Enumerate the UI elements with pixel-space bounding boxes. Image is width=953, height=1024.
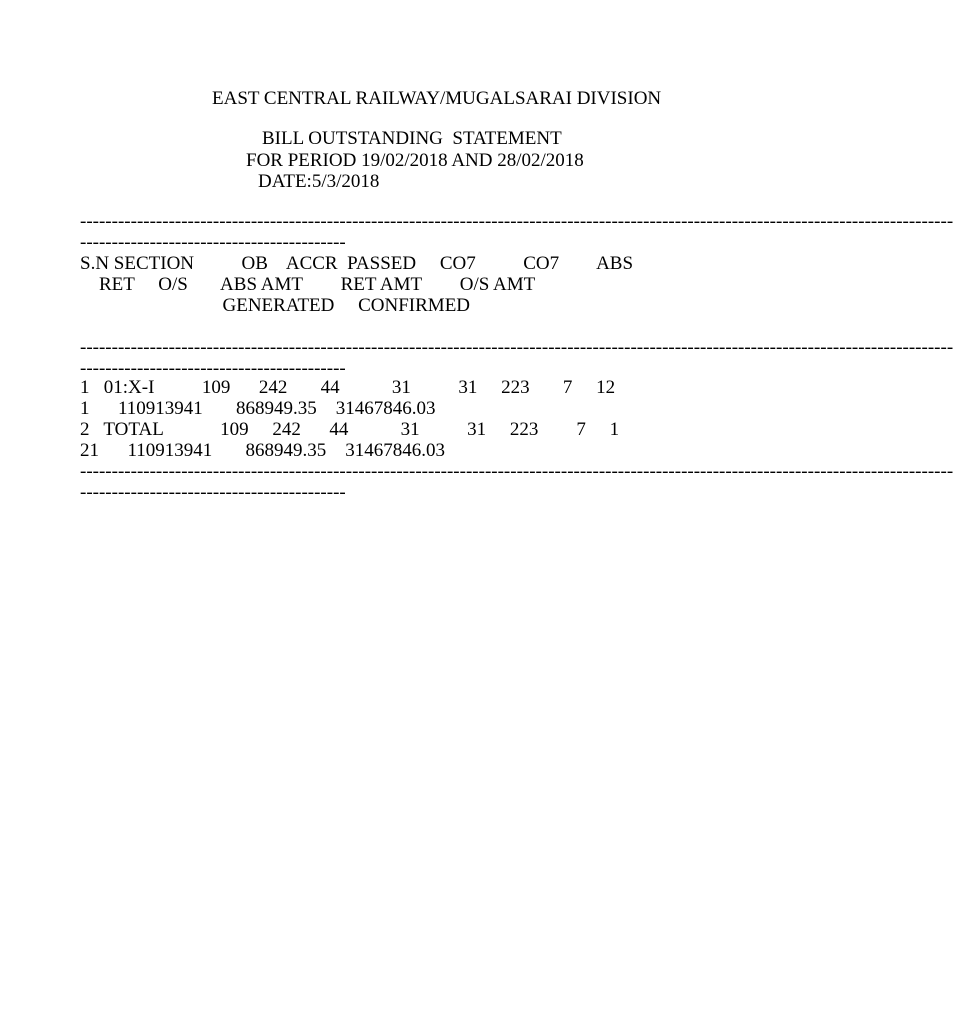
table-row: 1 01:X-I 109 242 44 31 31 223 7 12 [80, 377, 616, 398]
column-header-line-1: S.N SECTION OB ACCR PASSED CO7 CO7 ABS [80, 253, 634, 274]
statement-date: DATE:5/3/2018 [258, 171, 380, 192]
column-header-line-3: GENERATED CONFIRMED [80, 295, 471, 316]
separator-line-short: ------------------------------------------ [80, 482, 346, 503]
table-row-continuation: 1 110913941 868949.35 31467846.03 [80, 398, 436, 419]
column-header-line-2: RET O/S ABS AMT RET AMT O/S AMT [80, 274, 536, 295]
separator-line: ------------------------------------------------------------------------------------------------------------------------------------------ [80, 211, 953, 232]
total-row: 2 TOTAL 109 242 44 31 31 223 7 1 [80, 419, 620, 440]
statement-period: FOR PERIOD 19/02/2018 AND 28/02/2018 [246, 150, 584, 171]
total-row-continuation: 21 110913941 868949.35 31467846.03 [80, 440, 446, 461]
separator-line-short: ------------------------------------------ [80, 358, 346, 379]
separator-line: ------------------------------------------------------------------------------------------------------------------------------------------ [80, 461, 953, 482]
statement-title: BILL OUTSTANDING STATEMENT [262, 128, 562, 149]
org-title: EAST CENTRAL RAILWAY/MUGALSARAI DIVISION [212, 88, 662, 109]
separator-line: ------------------------------------------------------------------------------------------------------------------------------------------ [80, 337, 953, 358]
separator-line-short: ------------------------------------------ [80, 232, 346, 253]
